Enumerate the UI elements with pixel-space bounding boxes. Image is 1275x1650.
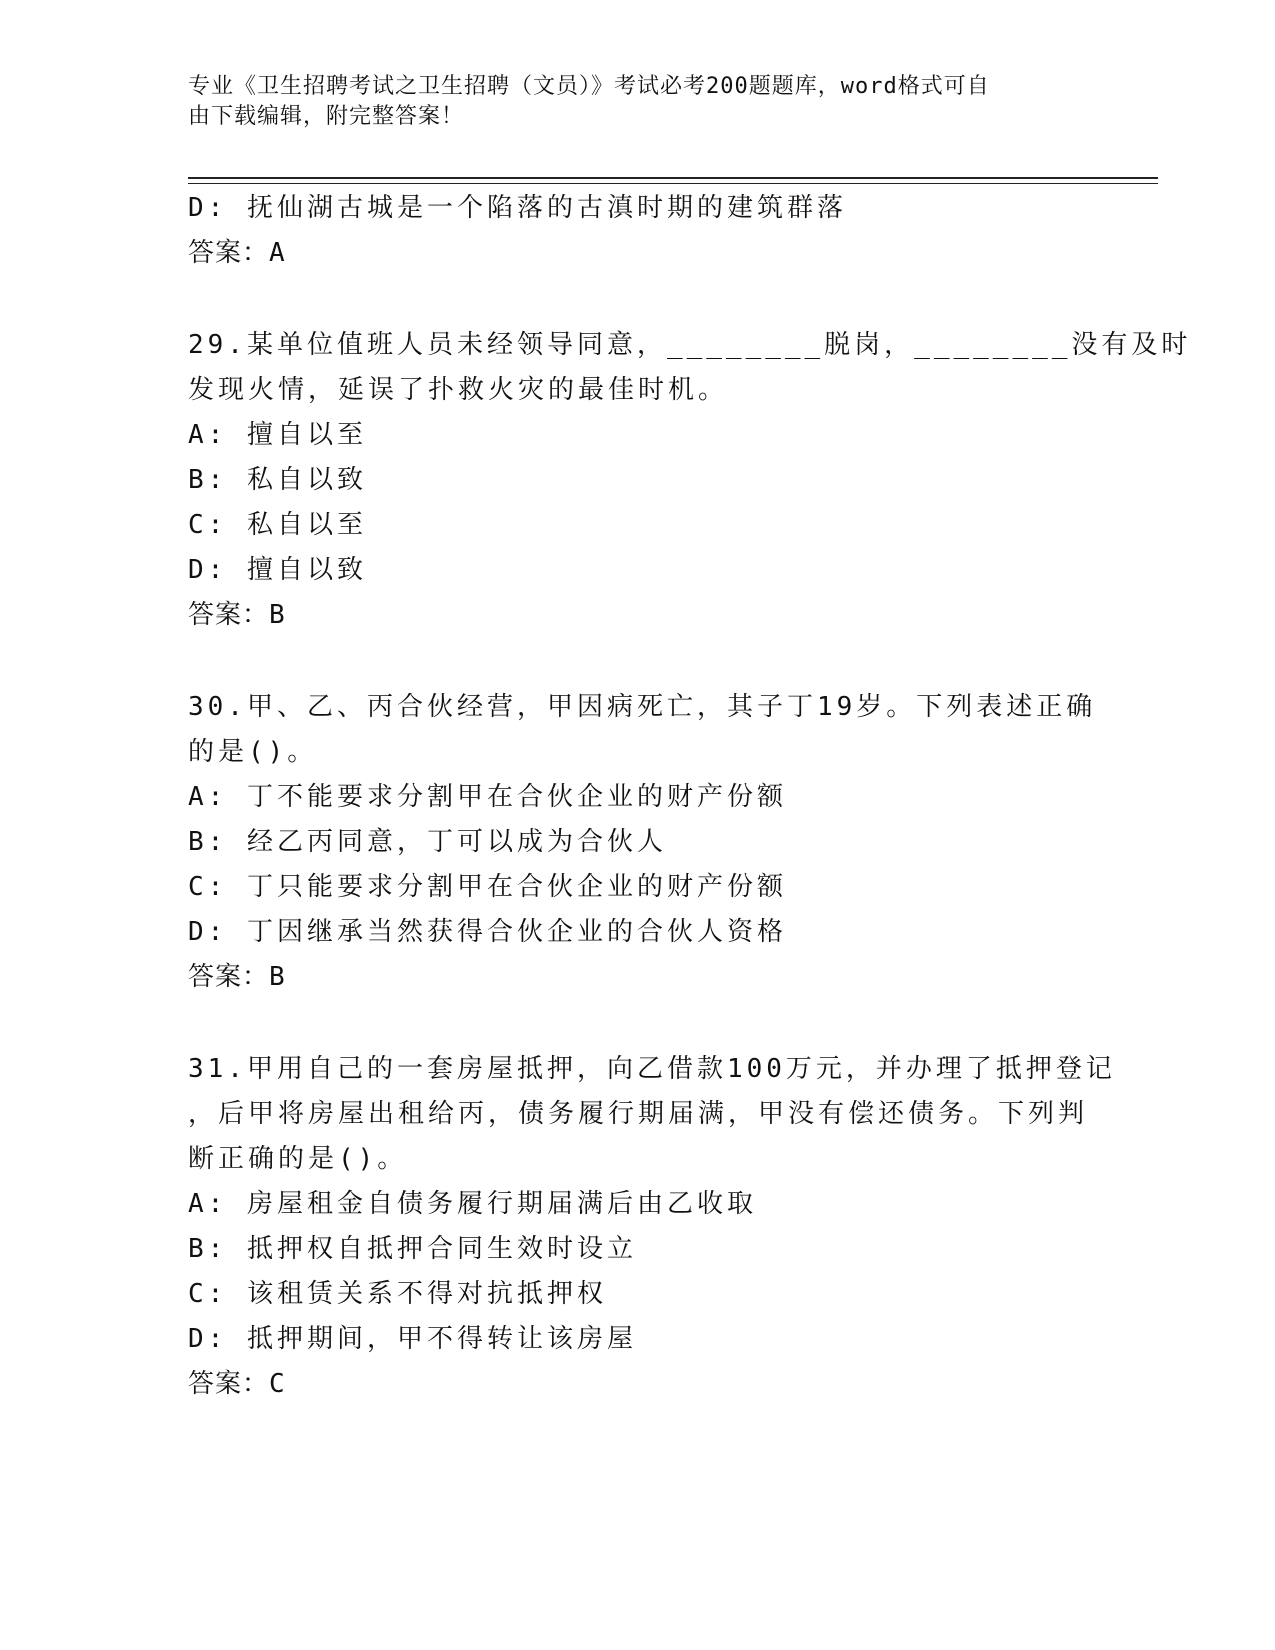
previous-question-tail bbox=[188, 186, 1088, 276]
answer-line: 答案：B bbox=[188, 600, 286, 630]
option-a: A: 擅自以至 bbox=[188, 420, 367, 450]
answer-line: 答案：B bbox=[188, 962, 286, 992]
option-b: B: 经乙丙同意，丁可以成为合伙人 bbox=[188, 827, 667, 857]
option-d: D: 擅自以致 bbox=[188, 555, 367, 585]
question-text-line: 29.某单位值班人员未经领导同意，________脱岗，________没有及时 bbox=[188, 330, 1192, 360]
option-b: B: 抵押权自抵押合同生效时设立 bbox=[188, 1234, 637, 1264]
question-text-line: ，后甲将房屋出租给丙，债务履行期届满，甲没有偿还债务。下列判 bbox=[188, 1099, 1089, 1129]
option-a: A: 房屋租金自债务履行期届满后由乙收取 bbox=[188, 1189, 757, 1219]
question-29 bbox=[188, 323, 1192, 638]
spacer bbox=[188, 1000, 1088, 1047]
spacer bbox=[188, 638, 1088, 685]
option-d: D: 抵押期间，甲不得转让该房屋 bbox=[188, 1324, 637, 1354]
option-a: A: 丁不能要求分割甲在合伙企业的财产份额 bbox=[188, 782, 787, 812]
option-c: C: 该租赁关系不得对抗抵押权 bbox=[188, 1279, 607, 1309]
answer-line: 答案：A bbox=[188, 238, 286, 268]
document-body bbox=[188, 186, 1192, 1407]
header-divider-thick bbox=[188, 177, 1158, 179]
question-30 bbox=[188, 685, 1097, 1000]
answer-line: 答案：C bbox=[188, 1369, 286, 1399]
option-d: D: 抚仙湖古城是一个陷落的古滇时期的建筑群落 bbox=[188, 193, 847, 223]
question-text-line: 发现火情，延误了扑救火灾的最佳时机。 bbox=[188, 375, 729, 405]
question-text-line: 30.甲、乙、丙合伙经营，甲因病死亡，其子丁19岁。下列表述正确 bbox=[188, 692, 1097, 722]
header-divider-thin bbox=[188, 183, 1158, 184]
option-c: C: 私自以至 bbox=[188, 510, 367, 540]
question-text-line: 断正确的是()。 bbox=[188, 1144, 408, 1174]
question-text-line: 31.甲用自己的一套房屋抵押，向乙借款100万元，并办理了抵押登记 bbox=[188, 1054, 1116, 1084]
document-header bbox=[188, 72, 1078, 132]
option-d: D: 丁因继承当然获得合伙企业的合伙人资格 bbox=[188, 917, 787, 947]
header-line-2: 由下载编辑，附完整答案！ bbox=[188, 104, 465, 129]
question-31 bbox=[188, 1047, 1116, 1407]
spacer bbox=[188, 276, 1088, 323]
header-line-1: 专业《卫生招聘考试之卫生招聘（文员）》考试必考200题题库，word格式可自 bbox=[188, 74, 990, 99]
option-c: C: 丁只能要求分割甲在合伙企业的财产份额 bbox=[188, 872, 787, 902]
question-text-line: 的是()。 bbox=[188, 737, 318, 767]
option-b: B: 私自以致 bbox=[188, 465, 367, 495]
